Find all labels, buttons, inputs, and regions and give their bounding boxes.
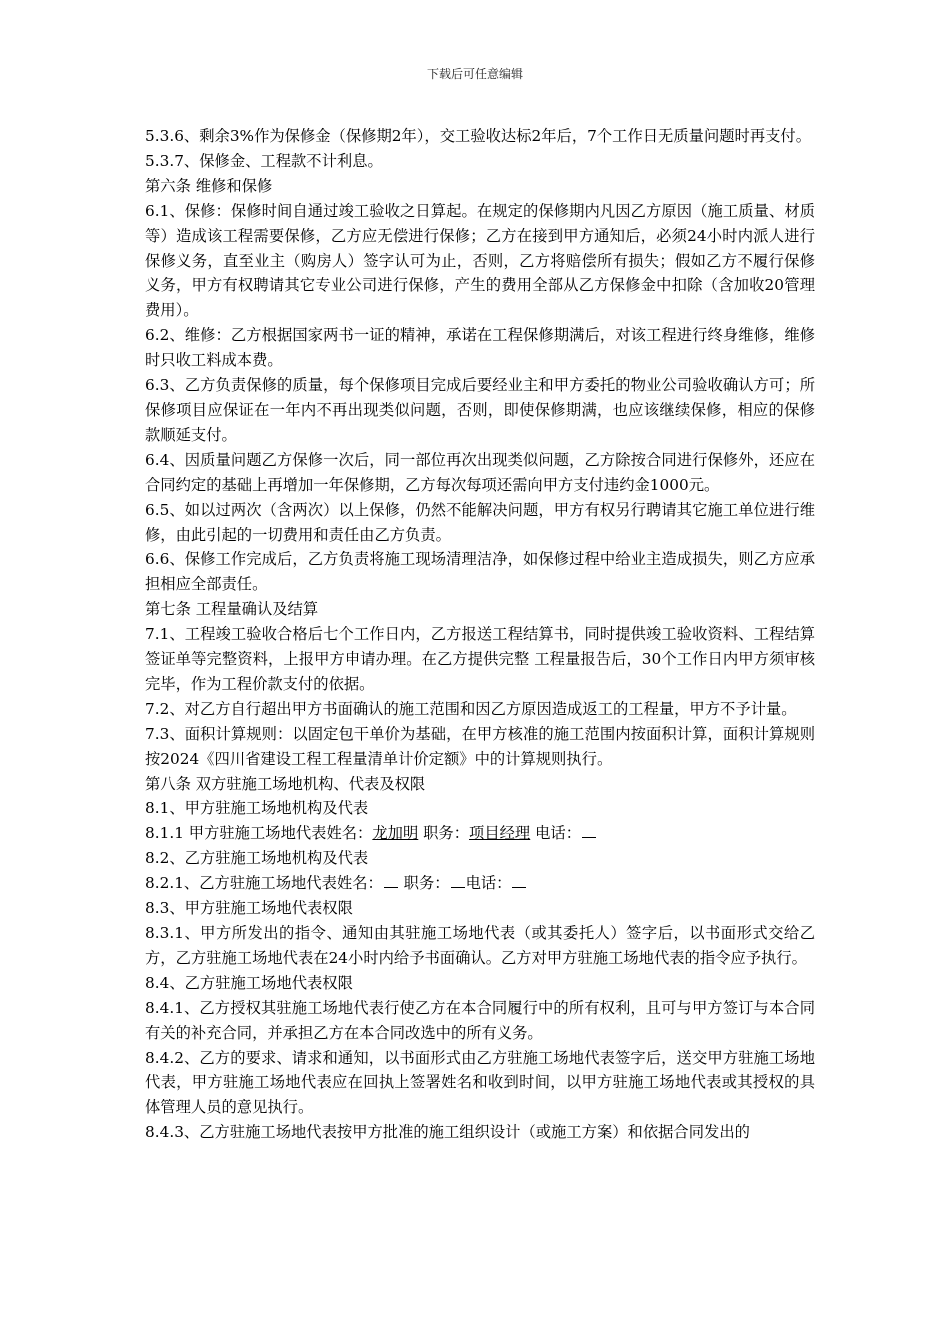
page-header: 下载后可任意编辑: [426, 67, 523, 81]
clause-8-4-2: 8.4.2、乙方的要求、请求和通知，以书面形式由乙方驻施工场地代表签字后，送交甲方驻施工场地代表，甲方驻施工场地代表应在回执上签署姓名和收到时间，以甲方驻施工场地代表或其授权的具体管理人员的意见执行。: [145, 1048, 815, 1117]
rep-1-name: 龙加明: [372, 824, 419, 843]
document-body: [145, 124, 815, 1145]
clause-8-4-3: 8.4.3、乙方驻施工场地代表按甲方批准的施工组织设计（或施工方案）和依据合同发出的: [145, 1123, 750, 1142]
clause-8-1: 8.1、甲方驻施工场地机构及代表: [145, 799, 369, 818]
clause-6-4: 6.4、因质量问题乙方保修一次后，同一部位再次出现类似问题，乙方除按合同进行保修外，还应在合同约定的基础上再增加一年保修期，乙方每次每项还需向甲方支付违约金1000元。: [145, 450, 815, 494]
clause-8-4-1: 8.4.1、乙方授权其驻施工场地代表行使乙方在本合同履行中的所有权利，且可与甲方签订与本合同有关的补充合同，并承担乙方在本合同改选中的所有义务。: [145, 998, 815, 1042]
clause-6-3: 6.3、乙方负责保修的质量，每个保修项目完成后要经业主和甲方委托的物业公司验收确认方可；所保修项目应保证在一年内不再出现类似问题，否则，即使保修期满，也应该继续保修，相应的保修款顺延支付。: [145, 376, 815, 444]
rep-1-prefix: 8.1.1 甲方驻施工场地代表姓名：: [145, 824, 373, 843]
clause-7-1: 7.1、工程竣工验收合格后七个工作日内，乙方报送工程结算书，同时提供竣工验收资料、工程结算签证单等完整资料，上报甲方申请办理。在乙方提供完整 工程量报告后，30个工作日内甲方须审核完毕，作为工程价款支付的依据。: [145, 625, 815, 693]
rep-1-phone-blank: [582, 825, 596, 838]
article-6-heading: 第六条 维修和保修: [145, 176, 273, 195]
rep-1-title: 项目经理: [469, 824, 531, 843]
rep-1-title-label: 职务：: [418, 824, 470, 843]
clause-6-6: 6.6、保修工作完成后，乙方负责将施工现场清理洁净，如保修过程中给业主造成损失，则乙方应承担相应全部责任。: [145, 550, 815, 594]
clause-5-3-7: 5.3.7、保修金、工程款不计利息。: [145, 151, 383, 170]
clause-8-1-1: [145, 821, 815, 846]
clause-6-2: 6.2、维修：乙方根据国家两书一证的精神，承诺在工程保修期满后，对该工程进行终身维修，维修时只收工料成本费。: [145, 326, 815, 370]
clause-7-2: 7.2、对乙方自行超出甲方书面确认的施工范围和因乙方原因造成返工的工程量，甲方不予计量。: [145, 699, 797, 718]
clause-6-5: 6.5、如以过两次（含两次）以上保修，仍然不能解决问题，甲方有权另行聘请其它施工单位进行维修，由此引起的一切费用和责任由乙方负责。: [145, 500, 815, 544]
clause-5-3-6: 5.3.6、剩余3%作为保修金（保修期2年），交工验收达标2年后，7个工作日无质量问题时再支付。: [145, 127, 812, 145]
article-7-heading: 第七条 工程量确认及结算: [145, 600, 319, 619]
rep-2-title-label: 职务：: [398, 874, 450, 893]
clause-8-2: 8.2、乙方驻施工场地机构及代表: [145, 849, 369, 868]
article-8-heading: 第八条 双方驻施工场地机构、代表及权限: [145, 774, 426, 793]
rep-2-phone-label: 电话：: [465, 874, 512, 893]
rep-2-name-blank: [384, 875, 398, 888]
rep-2-title-blank: [451, 875, 465, 888]
clause-8-3-1: 8.3.1、甲方所发出的指令、通知由其驻施工场地代表（或其委托人）签字后，以书面形式交给乙方，乙方驻施工场地代表在24小时内给予书面确认。乙方对甲方驻施工场地代表的指令应予执行。: [145, 924, 815, 967]
rep-2-phone-blank: [512, 875, 526, 888]
clause-6-1: 6.1、保修：保修时间自通过竣工验收之日算起。在规定的保修期内凡因乙方原因（施工质量、材质等）造成该工程需要保修，乙方应无偿进行保修；乙方在接到甲方通知后，必须24小时内派人进行保修义务，直至业主（购房人）签字认可为止，否则，乙方将赔偿所有损失；假如乙方不履行保修义务，甲方有权聘请其它专业公司进行保修，产生的费用全部从乙方保修金中扣除（含加收20管理费用）。: [145, 201, 815, 320]
clause-7-3: 7.3、面积计算规则：以固定包干单价为基础，在甲方核准的施工范围内按面积计算，面积计算规则按2024《四川省建设工程工程量清单计价定额》中的计算规则执行。: [145, 724, 815, 768]
rep-2-prefix: 8.2.1、乙方驻施工场地代表姓名：: [145, 874, 383, 893]
clause-8-3: 8.3、甲方驻施工场地代表权限: [145, 899, 353, 918]
clause-8-4: 8.4、乙方驻施工场地代表权限: [145, 973, 353, 992]
rep-1-phone-label: 电话：: [530, 824, 581, 843]
clause-8-2-1: [145, 871, 815, 896]
